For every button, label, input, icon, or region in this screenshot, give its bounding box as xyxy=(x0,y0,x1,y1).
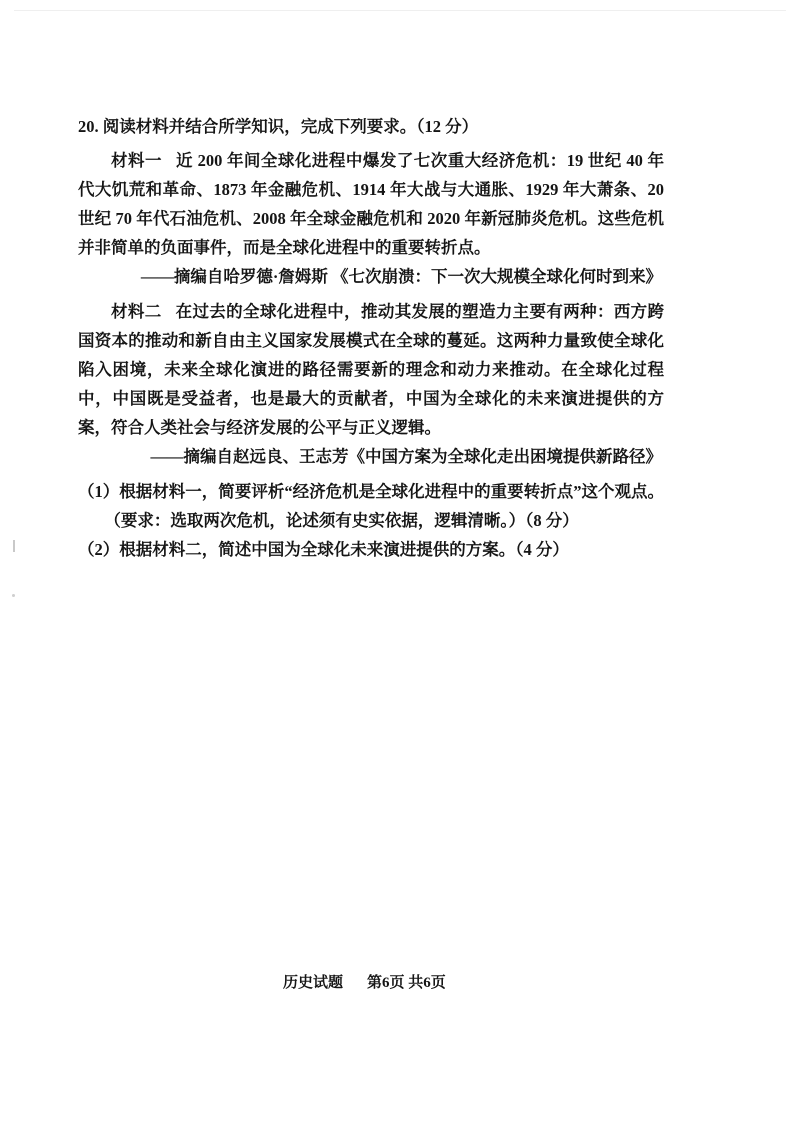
footer-page-info: 第6页 共6页 xyxy=(367,975,446,991)
page-footer xyxy=(283,971,446,992)
material-1-label: 材料一 xyxy=(111,151,162,170)
material-1-source: ——摘编自哈罗德·詹姆斯 《七次崩溃：下一次大规模全球化何时到来》 xyxy=(140,267,662,286)
material-1-paragraph xyxy=(78,146,664,262)
material-2-paragraph xyxy=(78,297,664,442)
scan-artifact-top-line xyxy=(14,10,786,11)
material-1-text: 近 200 年间全球化进程中爆发了七次重大经济危机：19 世纪 40 年代大饥荒和革命、1873 年金融危机、1914 年大战与大通胀、1929 年大萧条、20 世纪 70 年代石油危机、2008 年全球金融危机和 2020 年新冠肺炎危机。这些危机并非简单的负面事件，而是全球化进程中的重要转折点。 xyxy=(78,151,665,257)
material-2-source: ——摘编自赵远良、王志芳《中国方案为全球化走出困境提供新路径》 xyxy=(150,447,662,466)
scan-artifact-margin-dot xyxy=(12,594,15,597)
material-2-text: 在过去的全球化进程中，推动其发展的塑造力主要有两种：西方跨国资本的推动和新自由主义国家发展模式在全球的蔓延。这两种力量致使全球化陷入困境，未来全球化演进的路径需要新的理念和动力来推动。在全球化过程中，中国既是受益者，也是最大的贡献者，中国为全球化的未来演进提供的方案，符合人类社会与经济发展的公平与正义逻辑。 xyxy=(78,302,665,437)
subquestion-2: （2）根据材料二，简述中国为全球化未来演进提供的方案。（4 分） xyxy=(78,540,569,559)
question-20-heading: 20. 阅读材料并结合所学知识，完成下列要求。（12 分） xyxy=(78,117,479,136)
material-2-label: 材料二 xyxy=(111,302,162,321)
footer-doc-title: 历史试题 xyxy=(283,975,344,991)
scan-artifact-margin-mark xyxy=(13,540,15,552)
question-20-block xyxy=(78,112,664,564)
subquestion-1: （1）根据材料一，简要评析“经济危机是全球化进程中的重要转折点”这个观点。（要求：选取两次危机，论述须有史实依据，逻辑清晰。）（8 分） xyxy=(78,482,664,530)
